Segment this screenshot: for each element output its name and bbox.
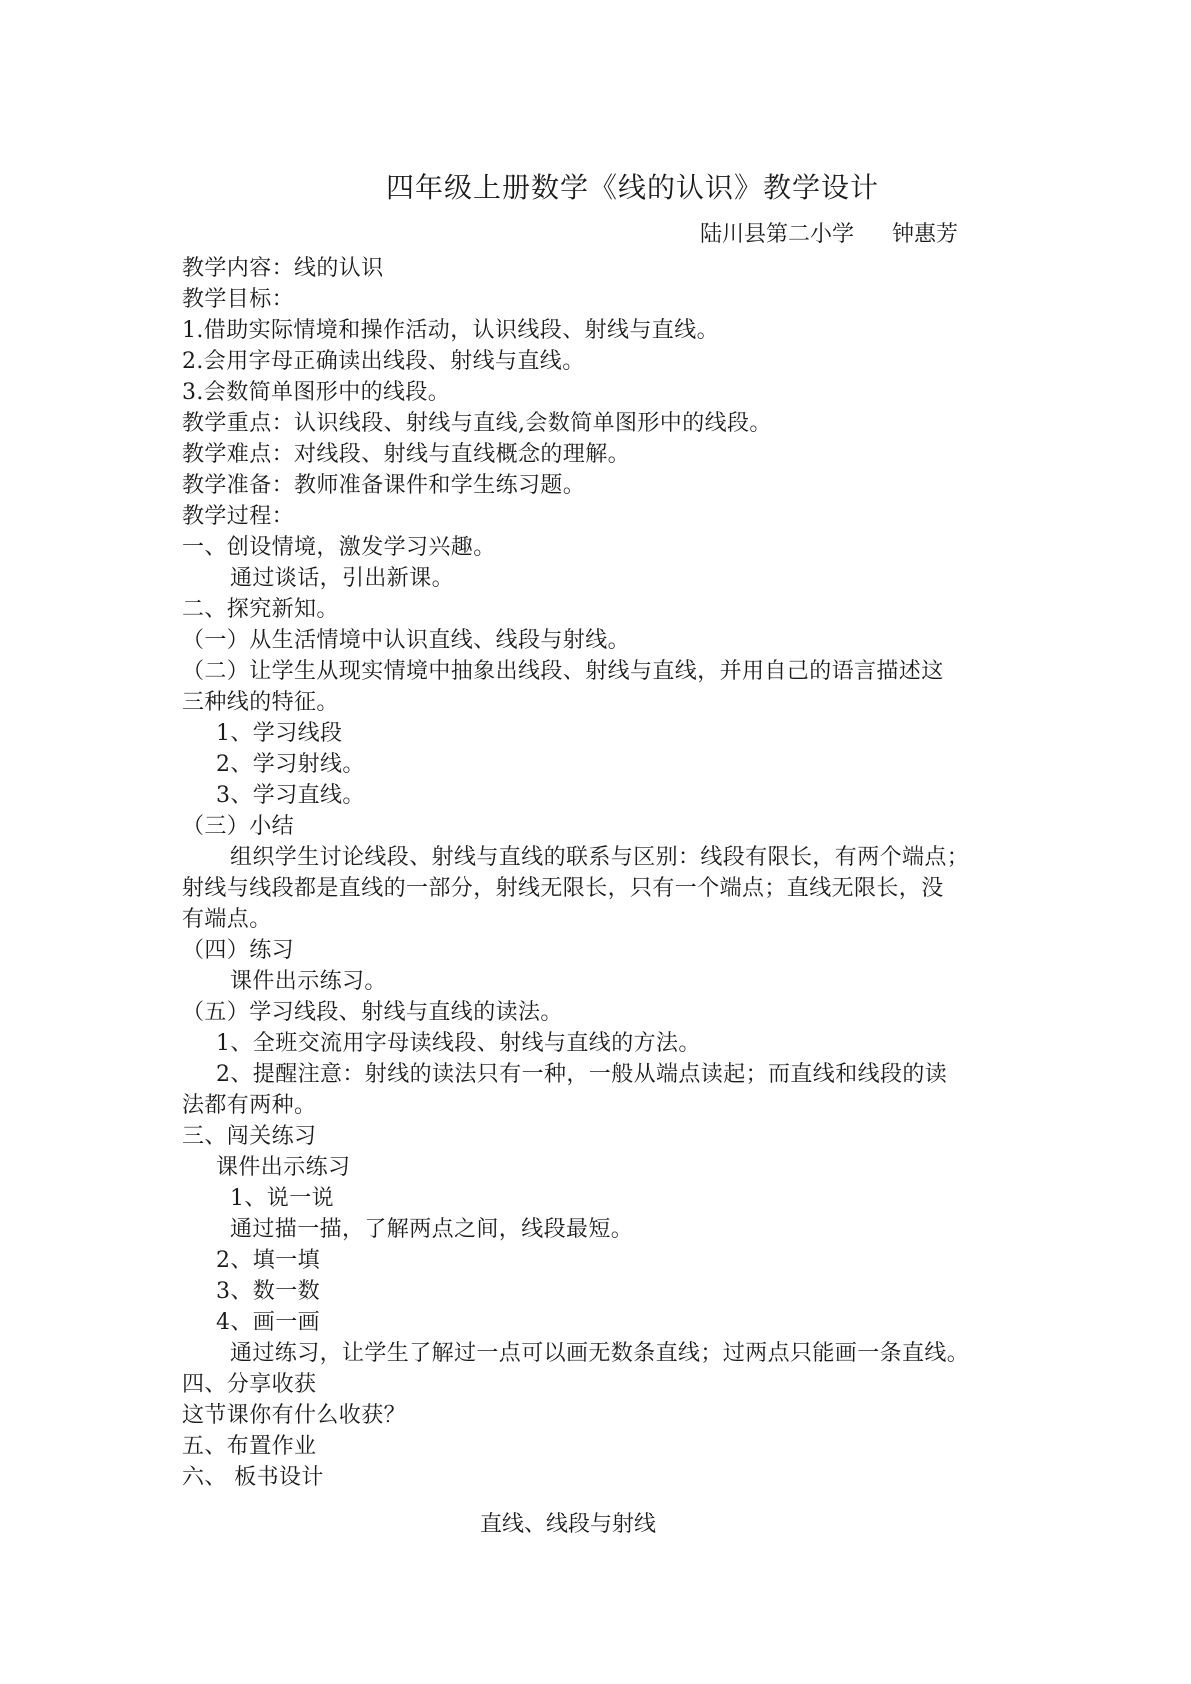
line-say: 1、说一说: [230, 1186, 334, 1211]
line-process-heading: 教学过程：: [182, 504, 295, 529]
line-sub-2: （二）让学生从现实情境中抽象出线段、射线与直线，并用自己的语言描述这: [182, 659, 944, 684]
line-say-body: 通过描一描，了解两点之间，线段最短。: [230, 1217, 634, 1242]
line-summary-1: 组织学生讨论线段、射线与直线的联系与区别：线段有限长，有两个端点；: [230, 845, 970, 870]
line-objective-3: 3.会数简单图形中的线段。: [182, 380, 451, 405]
line-sub-4: （四）练习: [182, 938, 295, 963]
line-objectives-heading: 教学目标：: [182, 287, 295, 312]
line-section-5: 五、布置作业: [182, 1434, 317, 1459]
line-summary-3: 有端点。: [182, 907, 272, 932]
line-learn-line: 3、学习直线。: [216, 783, 365, 808]
board-design-title: 直线、线段与射线: [480, 1512, 657, 1537]
byline: [700, 220, 958, 250]
page-title: 四年级上册数学《线的认识》教学设计: [386, 171, 880, 204]
line-learn-segment: 1、学习线段: [216, 721, 343, 746]
line-fill: 2、填一填: [216, 1248, 320, 1273]
line-section-2: 二、探究新知。: [182, 597, 339, 622]
line-draw: 4、画一画: [216, 1310, 320, 1335]
line-preparation: 教学准备：教师准备课件和学生练习题。: [182, 473, 586, 498]
line-key-points: 教学重点：认识线段、射线与直线,会数简单图形中的线段。: [182, 411, 772, 436]
line-difficulties: 教学难点：对线段、射线与直线概念的理解。: [182, 442, 631, 467]
line-section-3: 三、闯关练习: [182, 1124, 317, 1149]
line-section-6: 六、 板书设计: [182, 1465, 324, 1490]
author-name: 钟惠芳: [892, 222, 959, 247]
line-reading-2-cont: 法都有两种。: [182, 1093, 317, 1118]
line-sub-1: （一）从生活情境中认识直线、线段与射线。: [182, 628, 631, 653]
line-sub-3: （三）小结: [182, 814, 295, 839]
line-reading-2: 2、提醒注意：射线的读法只有一种，一般从端点读起；而直线和线段的读: [216, 1062, 948, 1087]
line-count: 3、数一数: [216, 1279, 320, 1304]
line-objective-1: 1.借助实际情境和操作活动，认识线段、射线与直线。: [182, 318, 719, 343]
line-draw-body: 通过练习，让学生了解过一点可以画无数条直线；过两点只能画一条直线。: [230, 1341, 970, 1366]
line-section-1-body: 通过谈话，引出新课。: [230, 566, 455, 591]
line-sub-2-cont: 三种线的特征。: [182, 690, 339, 715]
line-section-4: 四、分享收获: [182, 1372, 317, 1397]
line-content: 教学内容：线的认识: [182, 256, 384, 281]
line-sub-5: （五）学习线段、射线与直线的读法。: [182, 1000, 563, 1025]
line-learn-ray: 2、学习射线。: [216, 752, 365, 777]
line-section-3-intro: 课件出示练习: [216, 1155, 351, 1180]
line-reading-1: 1、全班交流用字母读线段、射线与直线的方法。: [216, 1031, 701, 1056]
line-summary-2: 射线与线段都是直线的一部分，射线无限长，只有一个端点；直线无限长，没: [182, 876, 944, 901]
school-name: 陆川县第二小学: [700, 222, 855, 247]
line-section-1: 一、创设情境，激发学习兴趣。: [182, 535, 496, 560]
line-section-4-body: 这节课你有什么收获？: [182, 1403, 407, 1428]
line-objective-2: 2.会用字母正确读出线段、射线与直线。: [182, 349, 585, 374]
line-sub-4-body: 课件出示练习。: [230, 969, 387, 994]
